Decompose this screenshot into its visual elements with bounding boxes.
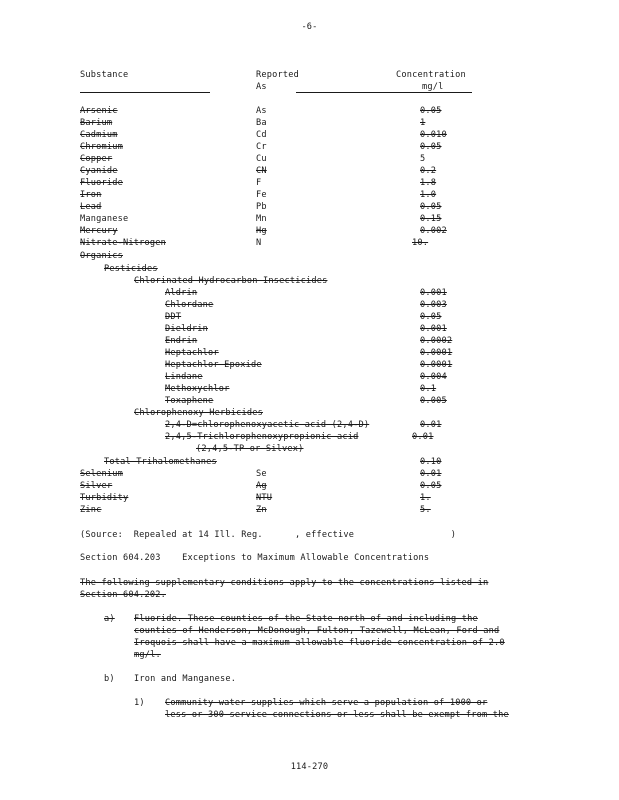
list-item-value: 0.1 <box>420 384 437 394</box>
row-name: Cadmium <box>80 130 118 140</box>
substance-header: Substance <box>80 70 129 80</box>
item-a-line: Fluoride. These counties of the State north of and including the <box>134 614 478 624</box>
list-item: Aldrin <box>165 288 198 298</box>
item-a-label: a) <box>104 614 115 624</box>
row-name: Cyanide <box>80 166 118 176</box>
reported-header-rule <box>296 92 420 93</box>
row-name: Copper <box>80 154 113 164</box>
item-a-line: counties of Henderson, McDonough, Fulton, Tazewell, McLean, Ford and <box>134 626 500 636</box>
row-name: Turbidity <box>80 493 129 503</box>
row-symbol: Ag <box>256 481 267 491</box>
row-name: Chromium <box>80 142 123 152</box>
row-value: 0.002 <box>420 226 447 236</box>
row-value: 0.2 <box>420 166 437 176</box>
list-item-value: 0.004 <box>420 372 447 382</box>
row-value: 5 <box>420 154 426 164</box>
list-item-value: 0.005 <box>420 396 447 406</box>
list-item: Chlordane <box>165 300 214 310</box>
row-name: Lead <box>80 202 102 212</box>
trihalomethanes: Total Trihalomethanes <box>104 457 217 467</box>
row-symbol: F <box>256 178 262 188</box>
list-item-value: 0.001 <box>420 324 447 334</box>
row-symbol: Pb <box>256 202 267 212</box>
item-b1-line: Community water supplies which serve a population of 1000 or <box>165 698 488 708</box>
list-item: Methoxychlor <box>165 384 230 394</box>
row-name: Barium <box>80 118 113 128</box>
row-name: Arsenic <box>80 106 118 116</box>
pesticides-heading: Pesticides <box>104 264 158 274</box>
row-symbol: Se <box>256 469 267 479</box>
row-symbol: NTU <box>256 493 273 503</box>
row-symbol: Mn <box>256 214 267 224</box>
reported-header: Reported <box>256 70 299 80</box>
organics-heading: Organics <box>80 251 123 261</box>
list-item-value: 0.003 <box>420 300 447 310</box>
row-name: Mercury <box>80 226 118 236</box>
row-value: 0.05 <box>420 481 442 491</box>
units-header: mg/l <box>422 82 444 92</box>
list-item-value: 0.0002 <box>420 336 453 346</box>
row-symbol: N <box>256 238 262 248</box>
row-value: 1. <box>420 493 431 503</box>
list-item: Toxaphene <box>165 396 214 406</box>
row-name: Iron <box>80 190 102 200</box>
list-item: Endrin <box>165 336 198 346</box>
list-item: Lindane <box>165 372 203 382</box>
row-value: 5. <box>420 505 431 515</box>
list-item: Heptachlor <box>165 348 219 358</box>
reported-as-header: As <box>256 82 267 92</box>
row-value: 0.010 <box>420 130 447 140</box>
item-a-line: Iroquois shall have a maximum allowable fluoride concentration of 2.0 <box>134 638 505 648</box>
row-symbol: Zn <box>256 505 267 515</box>
row-symbol: As <box>256 106 267 116</box>
item-b1-line: less or 300 service connections or less shall be exempt from the <box>165 710 509 720</box>
list-item: Dieldrin <box>165 324 208 334</box>
row-symbol: Cu <box>256 154 267 164</box>
row-name: Zinc <box>80 505 102 515</box>
herbicide-2: 2,4,5-Trichlorophenoxypropionic acid <box>165 432 359 442</box>
row-value: 1.8 <box>420 178 437 188</box>
intro-paragraph-line: Section 604.202. <box>80 590 166 600</box>
row-name: Nitrate-Nitrogen <box>80 238 166 248</box>
row-symbol: Cd <box>256 130 267 140</box>
row-value: 0.05 <box>420 202 442 212</box>
row-value: 10. <box>412 238 429 248</box>
intro-paragraph-line: The following supplementary conditions apply to the concentrations listed in <box>80 578 489 588</box>
row-value: 1.0 <box>420 190 437 200</box>
item-a-line: mg/l. <box>134 650 161 660</box>
row-symbol: Hg <box>256 226 267 236</box>
list-item-value: 0.05 <box>420 312 442 322</box>
item-b1-label: 1) <box>134 698 145 708</box>
trihalomethanes-value: 0.10 <box>420 457 442 467</box>
list-item: DDT <box>165 312 182 322</box>
row-symbol: CN <box>256 166 267 176</box>
source-note: (Source: Repealed at 14 Ill. Reg. , effective ) <box>80 530 457 540</box>
page-number: -6- <box>301 22 318 32</box>
list-item: Heptachlor Epoxide <box>165 360 262 370</box>
row-symbol: Fe <box>256 190 267 200</box>
item-b-heading: Iron and Manganese. <box>134 674 237 684</box>
concentration-header-rule <box>414 92 472 93</box>
section-heading: Section 604.203 Exceptions to Maximum Allowable Concentrations <box>80 553 430 563</box>
row-symbol: Cr <box>256 142 267 152</box>
row-name: Selenium <box>80 469 123 479</box>
concentration-header: Concentration <box>396 70 466 80</box>
row-symbol: Ba <box>256 118 267 128</box>
row-value: 0.05 <box>420 106 442 116</box>
row-name: Silver <box>80 481 113 491</box>
row-name: Manganese <box>80 214 129 224</box>
herbicide-2-value: 0.01 <box>412 432 434 442</box>
substance-header-rule <box>80 92 210 93</box>
row-value: 1 <box>420 118 426 128</box>
list-item-value: 0.0001 <box>420 360 453 370</box>
list-item-value: 0.0001 <box>420 348 453 358</box>
row-value: 0.15 <box>420 214 442 224</box>
herbicide-1-value: 0.01 <box>420 420 442 430</box>
chlorinated-heading: Chlorinated Hydrocarbon Insecticides <box>134 276 328 286</box>
herbicide-1: 2,4-D=chlorophenoxyacetic acid (2,4-D) <box>165 420 370 430</box>
row-value: 0.01 <box>420 469 442 479</box>
item-b-label: b) <box>104 674 115 684</box>
row-value: 0.05 <box>420 142 442 152</box>
row-name: Fluoride <box>80 178 123 188</box>
chlorophenoxy-heading: Chlorophenoxy Herbicides <box>134 408 263 418</box>
herbicide-2-continued: (2,4,5-TP or Silvex) <box>196 444 304 454</box>
footer-page-number: 114-270 <box>290 762 329 772</box>
list-item-value: 0.001 <box>420 288 447 298</box>
